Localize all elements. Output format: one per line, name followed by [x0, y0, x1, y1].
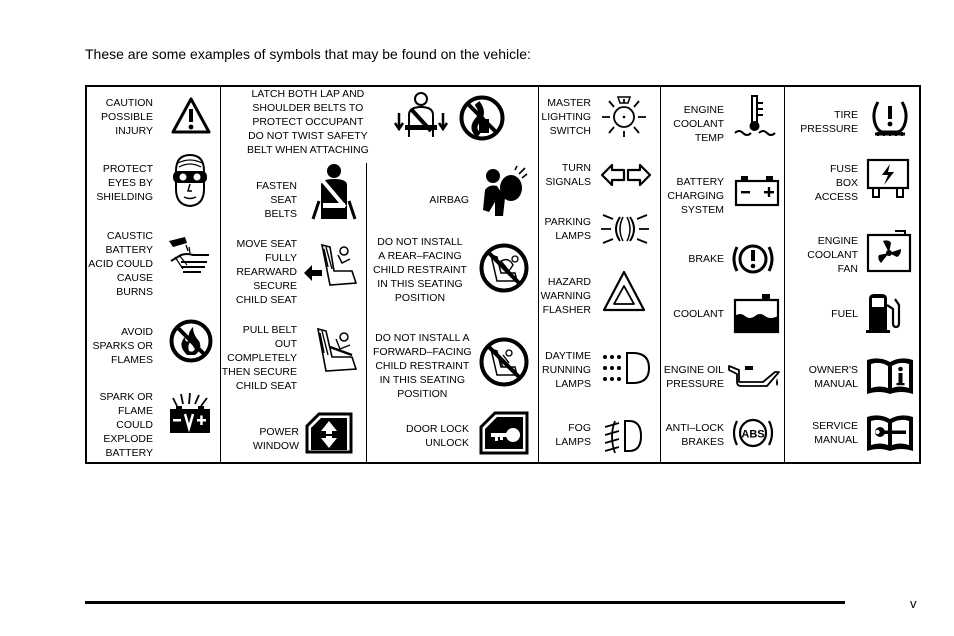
- anti-lock-label: ANTI–LOCK BRAKES: [665, 422, 724, 448]
- abs-icon: [731, 414, 775, 452]
- acid-hand-icon: [167, 235, 215, 275]
- warning-triangle-icon: [170, 96, 212, 136]
- footer-rule: [85, 601, 845, 604]
- no-twist-belt-icon: [459, 95, 505, 141]
- fuse-box-label: FUSE BOX ACCESS: [814, 163, 858, 203]
- hazard-triangle-icon: [601, 269, 647, 313]
- battery-icon: [733, 173, 781, 207]
- engine-coolant-fan-label: ENGINE COOLANT FAN: [807, 235, 858, 275]
- power-window-icon: [305, 412, 353, 454]
- seat-belt-icon: [309, 163, 359, 221]
- airbag-label: AIRBAG: [429, 194, 469, 206]
- page-number: v: [910, 596, 917, 611]
- child-seat-belt-icon: [312, 325, 362, 377]
- no-forward-facing-seat-icon: [479, 337, 529, 387]
- battery-charging-label: BATTERY CHARGING SYSTEM: [667, 176, 724, 216]
- abs-icon-text: ABS: [741, 428, 765, 441]
- fog-lamp-icon: [601, 417, 643, 455]
- coolant-fan-icon: [865, 227, 913, 275]
- turn-signals-label: TURN SIGNALS: [545, 162, 591, 188]
- pull-belt-label: PULL BELT OUT COMPLETELY THEN SECURE CHILD SEAT: [221, 324, 297, 392]
- avoid-sparks-label: AVOID SPARKS OR FLAMES: [92, 326, 153, 366]
- door-key-icon: [479, 411, 529, 455]
- spark-explode-label: SPARK OR FLAME COULD EXPLODE BATTERY: [99, 391, 153, 459]
- brake-label: BRAKE: [688, 253, 724, 265]
- power-window-label: POWER WINDOW: [252, 426, 299, 452]
- column-divider: [366, 163, 367, 462]
- no-forward-facing-label: DO NOT INSTALL A FORWARD–FACING CHILD RESTRAINT IN THIS SEATING POSITION: [373, 332, 472, 400]
- coolant-temperature-icon: [733, 93, 777, 139]
- child-seat-rearward-icon: [302, 241, 358, 291]
- no-rear-facing-label: DO NOT INSTALL A REAR–FACING CHILD RESTRAINT IN THIS SEATING POSITION: [373, 236, 467, 304]
- parking-lamps-label: PARKING LAMPS: [544, 216, 591, 242]
- oil-can-icon: [727, 360, 781, 392]
- engine-oil-label: ENGINE OIL PRESSURE: [663, 364, 724, 390]
- hazard-flasher-label: HAZARD WARNING FLASHER: [540, 276, 591, 316]
- column-divider: [784, 87, 785, 462]
- door-lock-label: DOOR LOCK UNLOCK: [405, 423, 469, 449]
- service-manual-wrench-icon: [865, 411, 915, 453]
- owners-manual-book-icon: [865, 354, 915, 396]
- engine-coolant-temp-label: ENGINE COOLANT TEMP: [673, 104, 724, 144]
- belted-occupant-icon: [395, 91, 447, 143]
- no-rear-facing-seat-icon: [479, 243, 529, 293]
- master-lighting-icon: [599, 93, 649, 139]
- symbol-table: [85, 85, 921, 464]
- caustic-acid-label: CAUSTIC BATTERY ACID COULD CAUSE BURNS: [88, 230, 153, 298]
- parking-lamps-icon: [599, 211, 651, 247]
- coolant-reservoir-icon: [732, 292, 782, 334]
- tire-pressure-icon: [869, 96, 911, 138]
- column-divider: [220, 87, 221, 462]
- fuel-pump-icon: [865, 291, 905, 333]
- service-manual-label: SERVICE MANUAL: [812, 420, 858, 446]
- airbag-icon: [481, 166, 527, 218]
- turn-signal-arrows-icon: [600, 163, 652, 187]
- brake-warning-icon: [731, 239, 775, 279]
- tire-pressure-label: TIRE PRESSURE: [800, 109, 858, 135]
- latch-belts-label: LATCH BOTH LAP AND SHOULDER BELTS TO PROTECT OCCUPANT DO NOT TWIST SAFETY BELT WHEN ATTACHING: [247, 88, 369, 156]
- no-flame-icon: [169, 319, 213, 363]
- move-seat-label: MOVE SEAT FULLY REARWARD SECURE CHILD SEAT: [235, 238, 297, 306]
- fuse-box-icon: [865, 157, 911, 203]
- goggles-face-icon: [169, 151, 211, 209]
- daytime-lamps-icon: [599, 349, 651, 387]
- column-divider: [538, 87, 539, 462]
- owners-manual-label: OWNER'S MANUAL: [808, 364, 858, 390]
- coolant-label: COOLANT: [673, 308, 724, 320]
- daytime-lamps-label: DAYTIME RUNNING LAMPS: [542, 350, 591, 390]
- master-lighting-label: MASTER LIGHTING SWITCH: [541, 97, 591, 137]
- column-divider: [660, 87, 661, 462]
- intro-text: These are some examples of symbols that may be found on the vehicle:: [85, 46, 531, 62]
- caution-label: CAUTION POSSIBLE INJURY: [101, 97, 153, 137]
- exploding-battery-icon: [167, 392, 213, 436]
- fuel-label: FUEL: [831, 308, 858, 320]
- protect-eyes-label: PROTECT EYES BY SHIELDING: [96, 163, 153, 203]
- fasten-belts-label: FASTEN SEAT BELTS: [256, 180, 297, 220]
- fog-lamps-label: FOG LAMPS: [555, 422, 591, 448]
